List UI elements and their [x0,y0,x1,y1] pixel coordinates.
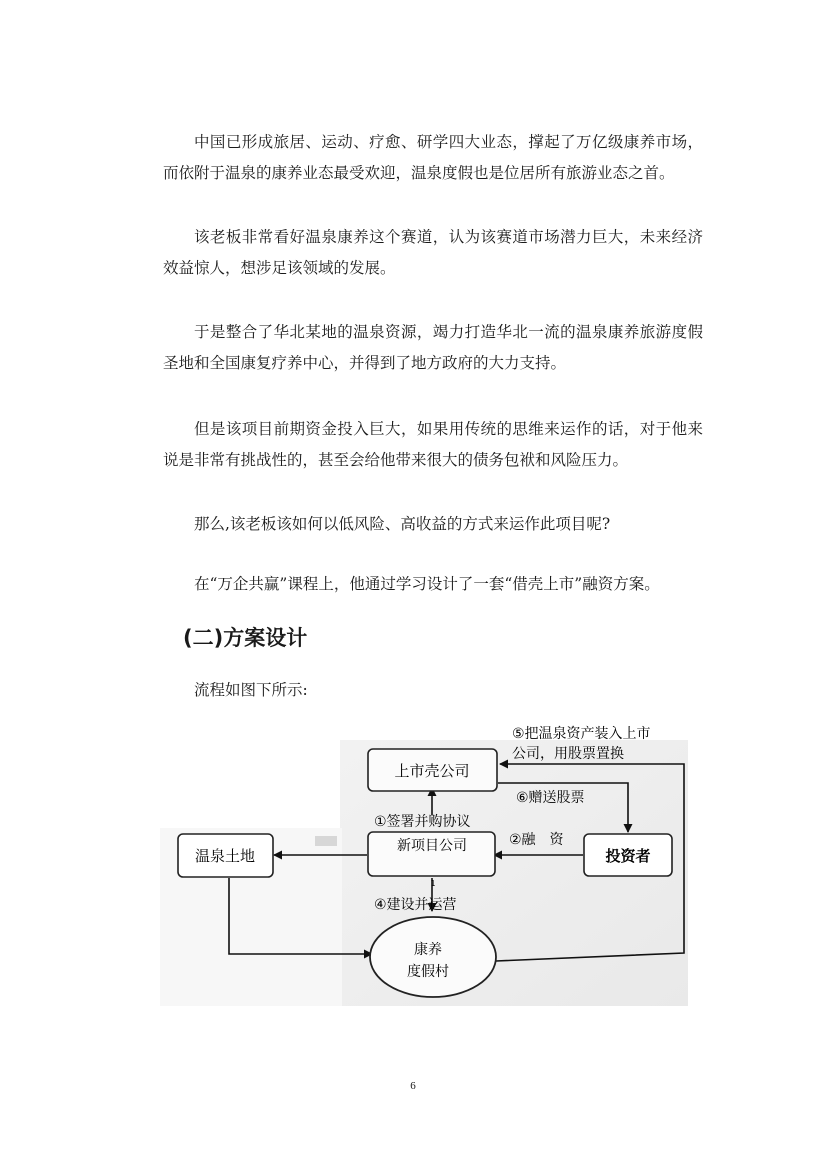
node-investor [584,834,672,876]
paragraph-6: 在“万企共赢”课程上，他通过学习设计了一套“借壳上市”融资方案。 [194,575,660,593]
paragraph-4: 但是该项目前期资金投入巨大，如果用传统的思维来运作的话，对于他来说是非常有挑战性的，甚至会给他带来很大的债务包袱和风险压力。 [163,420,703,469]
label-step5-line1: ⑤把温泉资产装入上市 [512,726,651,742]
label-step6: ⑥赠送股票 [516,790,585,806]
paragraph-1: 中国已形成旅居、运动、疗愈、研学四大业态，撑起了万亿级康养市场，而依附于温泉的康养业态最受欢迎，温泉度假也是位居所有旅游业态之首。 [163,133,703,182]
flow-diagram [160,710,690,1010]
label-step1: ①签署并购协议 [374,814,471,830]
node-investor-label: 投资者 [605,847,651,865]
paragraph-2: 该老板非常看好温泉康养这个赛道，认为该赛道市场潜力巨大，未来经济效益惊人，想涉足该领域的发展。 [163,228,703,277]
label-step4: ④建设并运营 [374,897,457,913]
node-resort-label-line2: 度假村 [407,964,449,980]
node-hot-spring-land [178,834,273,877]
node-shell-company-label: 上市壳公司 [394,762,470,780]
label-step5-line2: 公司，用股票置换 [512,746,624,762]
label-step2: ②融 资 [509,832,564,848]
node-resort-label-line1: 康养 [414,942,442,958]
node-hot-spring-land-label: 温泉土地 [194,847,256,865]
section-heading: (二)方案设计 [183,626,308,650]
node-new-project-company [368,832,495,876]
paragraph-5: 那么,该老板该如何以低风险、高收益的方式来运作此项目呢? [194,515,611,533]
paragraph-3: 于是整合了华北某地的温泉资源，竭力打造华北一流的温泉康养旅游度假圣地和全国康复疗养中心，并得到了地方政府的大力支持。 [163,323,703,372]
page-number: 6 [410,1080,416,1092]
node-resort [370,917,496,997]
flow-caption: 流程如图下所示: [194,681,308,699]
node-shell-company [368,749,497,791]
label-stray-mark: 1 [430,879,436,888]
node-new-project-company-label: 新项目公司 [397,838,467,854]
